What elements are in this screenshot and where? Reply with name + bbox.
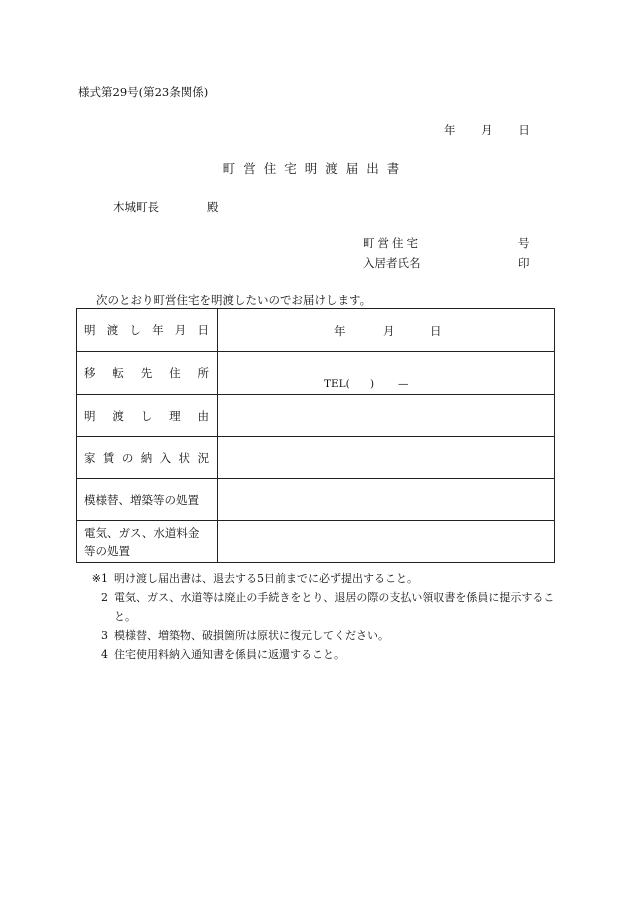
remodel-label: 模様替、増築等の処置 <box>77 479 218 521</box>
row-new-address <box>77 352 555 395</box>
resident-label: 入居者氏名 <box>363 256 421 270</box>
move-out-date-field[interactable] <box>218 309 555 352</box>
document-title: 町営住宅明渡届出書 <box>222 161 408 176</box>
date-line <box>444 122 530 138</box>
note-item: 2 電気、ガス、水道等は廃止の手続きをとり、退居の際の支払い領収書を係員に提示すること。 <box>101 591 555 623</box>
intro-text: 次のとおり町営住宅を明渡したいのでお届けします。 <box>96 293 372 307</box>
new-address-field[interactable] <box>218 352 555 395</box>
note-item: ※1 明け渡し届出書は、退去する5日前までに必ず提出すること。 <box>91 572 418 585</box>
date-month: 月 <box>481 123 493 137</box>
utilities-label: 電気、ガス、水道料金 等の処置 <box>77 521 218 563</box>
notes-list <box>86 569 566 664</box>
move-out-day: 日 <box>430 324 442 338</box>
date-day: 日 <box>518 123 530 137</box>
row-reason <box>77 395 555 437</box>
move-out-date-label: 明 渡 し 年 月 日 <box>77 309 218 352</box>
move-out-year: 年 <box>334 324 346 338</box>
form-number: 様式第29号(第23条関係) <box>78 85 209 99</box>
resident-line <box>363 255 530 271</box>
row-remodel <box>77 479 555 521</box>
addressee-name: 木城町長 <box>113 200 159 214</box>
tel-close-paren: ) <box>370 378 375 390</box>
rent-status-field[interactable] <box>218 437 555 479</box>
reason-field[interactable] <box>218 395 555 437</box>
tel-dash: — <box>398 378 409 390</box>
rent-status-label: 家 賃 の 納 入 状 況 <box>77 437 218 479</box>
seal-mark: 印 <box>518 256 530 270</box>
move-out-form-table <box>76 308 555 563</box>
note-item: 3 模様替、増築物、破損箇所は原状に復元してください。 <box>101 629 389 642</box>
utilities-field[interactable] <box>218 521 555 563</box>
row-utilities <box>77 521 555 563</box>
addressee <box>113 199 219 215</box>
row-move-out-date <box>77 309 555 352</box>
housing-number-suffix: 号 <box>518 236 530 250</box>
addressee-honorific: 殿 <box>207 200 219 214</box>
tel-label: TEL( <box>324 378 350 390</box>
row-rent-status <box>77 437 555 479</box>
housing-label: 町営住宅 <box>363 236 421 250</box>
move-out-month: 月 <box>383 324 395 338</box>
remodel-field[interactable] <box>218 479 555 521</box>
housing-line <box>363 235 530 251</box>
new-address-label: 移 転 先 住 所 <box>77 352 218 395</box>
reason-label: 明 渡 し 理 由 <box>77 395 218 437</box>
date-year: 年 <box>444 123 456 137</box>
note-item: 4 住宅使用料納入通知書を係員に返還すること。 <box>101 648 345 661</box>
